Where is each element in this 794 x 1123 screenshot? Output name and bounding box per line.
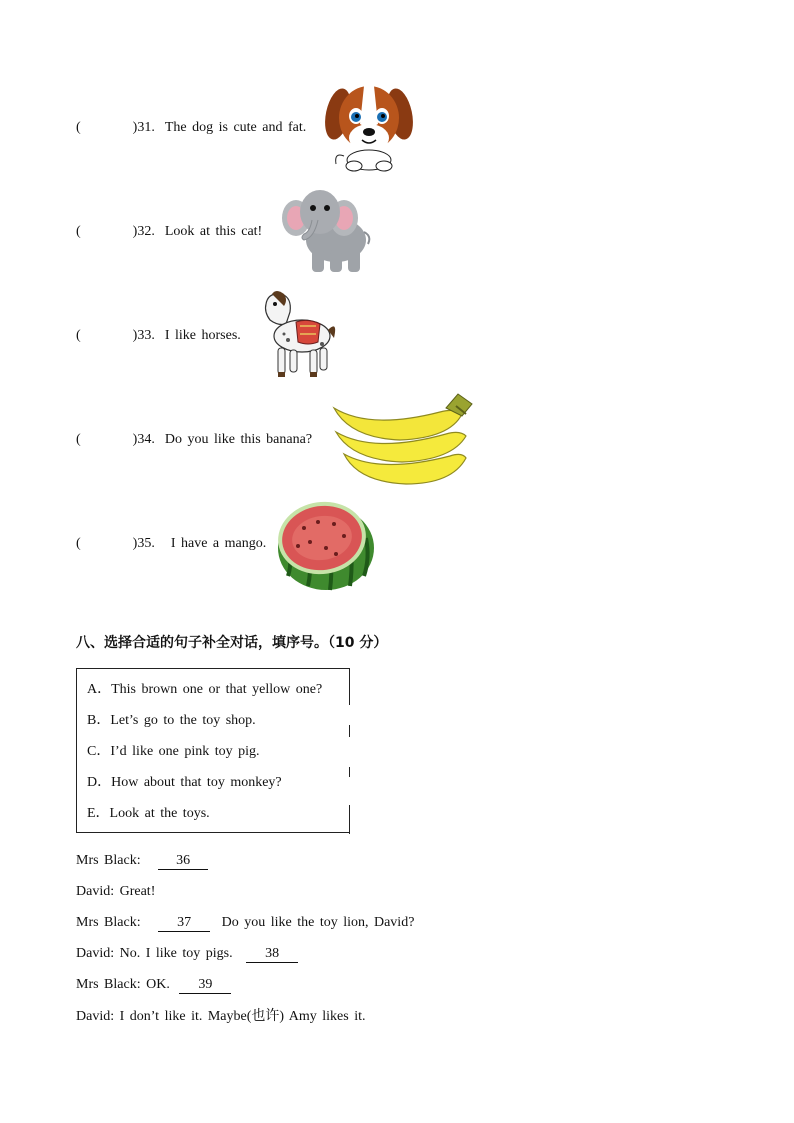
- question-text: I have a mango.: [170, 536, 267, 551]
- option-b: B．Let’s go to the toy shop.: [87, 713, 256, 728]
- answer-paren-open: (: [76, 536, 81, 551]
- banana-picture: [330, 390, 476, 490]
- box-border-segment: [349, 767, 350, 777]
- question-text: I like horses.: [164, 328, 241, 343]
- dialogue-line: [76, 975, 237, 995]
- speaker: David:: [76, 884, 115, 899]
- dialogue-text: I don’t like it. Maybe(也许) Amy likes it.: [119, 1009, 366, 1024]
- speaker: Mrs Black:: [76, 977, 141, 992]
- option-a: A．This brown one or that yellow one?: [87, 682, 323, 697]
- question-32: [76, 220, 262, 244]
- question-number: 33.: [137, 328, 155, 343]
- speaker: Mrs Black:: [76, 915, 141, 930]
- options-box: [76, 668, 350, 833]
- box-border-segment: [349, 669, 350, 705]
- answer-paren-close: ): [132, 120, 138, 135]
- section-8-title: 八、选择合适的句子补全对话，填序号。（10 分）: [76, 635, 388, 651]
- answer-paren-close: ): [132, 432, 138, 447]
- answer-paren-open: (: [76, 328, 81, 343]
- answer-paren-close: ): [132, 328, 138, 343]
- question-number: 32.: [137, 224, 155, 239]
- dialogue-line: [76, 1007, 366, 1027]
- box-border-segment: [349, 725, 350, 737]
- blank-37[interactable]: 37: [158, 915, 210, 932]
- blank-36[interactable]: 36: [158, 853, 208, 870]
- answer-paren-open: (: [76, 432, 81, 447]
- speaker: Mrs Black:: [76, 853, 141, 868]
- dialogue-text: Do you like the toy lion, David?: [221, 915, 415, 930]
- watermelon-picture: [274, 498, 378, 592]
- option-c: C．I’d like one pink toy pig.: [87, 744, 260, 759]
- question-number: 35.: [137, 536, 155, 551]
- answer-paren-close: ): [132, 224, 138, 239]
- question-number: 34.: [137, 432, 155, 447]
- answer-paren-open: (: [76, 120, 81, 135]
- option-d: D．How about that toy monkey?: [87, 775, 282, 790]
- speaker: David:: [76, 946, 115, 961]
- question-text: Do you like this banana?: [164, 432, 313, 447]
- box-border-segment: [349, 805, 350, 834]
- answer-paren-close: ): [132, 536, 138, 551]
- dog-picture: [324, 78, 414, 174]
- blank-39[interactable]: 39: [179, 977, 231, 994]
- elephant-picture: [278, 182, 372, 278]
- question-33: [76, 324, 241, 348]
- blank-38[interactable]: 38: [246, 946, 298, 963]
- dialogue-text: OK.: [146, 977, 170, 992]
- question-number: 31.: [137, 120, 155, 135]
- question-35: [76, 532, 266, 556]
- dialogue-line: [76, 944, 304, 964]
- dialogue-line: [76, 882, 155, 902]
- dialogue-line: [76, 913, 414, 933]
- question-text: The dog is cute and fat.: [164, 120, 307, 135]
- dialogue-text: Great!: [119, 884, 156, 899]
- dialogue-text: No. I like toy pigs.: [119, 946, 233, 961]
- option-e: E．Look at the toys.: [87, 806, 210, 821]
- question-34: [76, 428, 312, 452]
- dialogue-line: [76, 851, 214, 871]
- answer-paren-open: (: [76, 224, 81, 239]
- question-31: [76, 116, 306, 140]
- horse-picture: [258, 290, 338, 382]
- question-text: Look at this cat!: [164, 224, 263, 239]
- speaker: David:: [76, 1009, 115, 1024]
